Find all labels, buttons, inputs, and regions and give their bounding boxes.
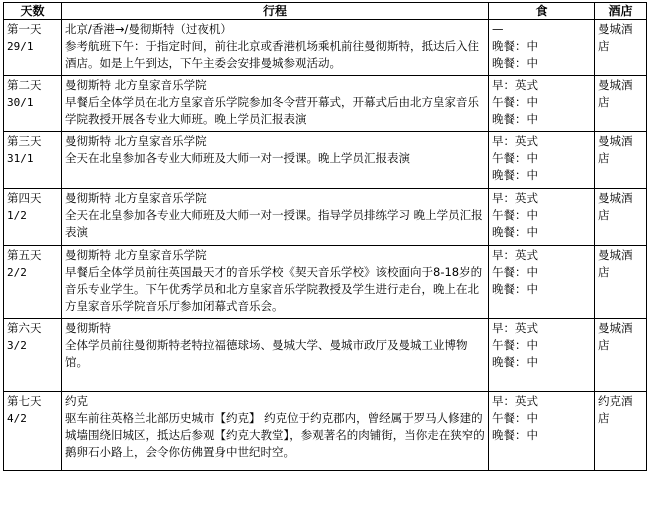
route-text: 约克 [65, 394, 88, 408]
meals-cell [489, 319, 595, 392]
day-cell [4, 76, 62, 132]
meal-breakfast: 早：英式 [492, 134, 538, 148]
description-text: 参考航班下午：于指定时间，前往北京或香港机场乘机前往曼彻斯特，抵达后入住酒店。如是上午到达，下午主委会安排曼城参观活动。 [65, 39, 479, 70]
description-text: 全天在北皇参加各专业大师班及大师一对一授课。指导学员排练学习 晚上学员汇报表演 [65, 208, 483, 239]
hotel-text: 曼城酒店 [598, 134, 633, 165]
meal-dinner: 晚餐：中 [492, 225, 538, 239]
meal-dinner: 晚餐：中 [492, 355, 538, 369]
meal-lunch: 晚餐：中 [492, 39, 538, 53]
header-itinerary: 行程 [62, 3, 489, 20]
table-row [4, 319, 647, 392]
itinerary-cell [62, 319, 489, 392]
day-date: 31/1 [7, 152, 34, 165]
meal-breakfast: 早：英式 [492, 394, 538, 408]
day-name: 第六天 [7, 321, 42, 335]
hotel-cell [595, 76, 647, 132]
meals-cell [489, 76, 595, 132]
meals-cell [489, 20, 595, 76]
day-date: 29/1 [7, 40, 34, 53]
hotel-cell [595, 319, 647, 392]
hotel-cell [595, 132, 647, 189]
table-row [4, 20, 647, 76]
day-cell [4, 246, 62, 319]
meal-dinner: 晚餐：中 [492, 168, 538, 182]
meals-cell [489, 132, 595, 189]
day-date: 4/2 [7, 412, 27, 425]
day-cell [4, 319, 62, 392]
description-text: 全体学员前往曼彻斯特老特拉福德球场、曼城大学、曼城市政厅及曼城工业博物馆。 [65, 338, 468, 369]
hotel-text: 曼城酒店 [598, 321, 633, 352]
description-text: 早餐后全体学员前往英国最天才的音乐学校《契天音乐学校》该校面向于8-18岁的音乐专业学生。下午优秀学员和北方皇家音乐学院教授及学生进行走台，晚上在北方皇家音乐学院音乐厅参加闭幕式音乐会。 [65, 265, 483, 313]
table-row [4, 132, 647, 189]
meal-lunch: 午餐：中 [492, 411, 538, 425]
description-text: 驱车前往英格兰北部历史城市【约克】 约克位于约克郡内，曾经属于罗马人修建的城墙围绕旧城区，抵达后参观【约克大教堂】，参观著名的肉铺街，当你走在狭窄的鹅卵石小路上，会令你仿佛置身中世纪时空。 [65, 411, 485, 459]
meal-dinner: 晚餐：中 [492, 56, 538, 70]
meal-breakfast: 早：英式 [492, 248, 538, 262]
route-text: 曼彻斯特 北方皇家音乐学院 [65, 248, 207, 262]
itinerary-cell [62, 20, 489, 76]
itinerary-cell [62, 246, 489, 319]
day-cell [4, 392, 62, 471]
meal-breakfast: 早：英式 [492, 321, 538, 335]
day-date: 30/1 [7, 96, 34, 109]
day-name: 第二天 [7, 78, 42, 92]
meal-lunch: 午餐：中 [492, 151, 538, 165]
itinerary-cell [62, 392, 489, 471]
meals-cell [489, 189, 595, 246]
meal-lunch: 午餐：中 [492, 95, 538, 109]
table-row [4, 189, 647, 246]
day-name: 第五天 [7, 248, 42, 262]
meals-cell [489, 246, 595, 319]
itinerary-cell [62, 76, 489, 132]
hotel-cell [595, 189, 647, 246]
itinerary-table [3, 2, 647, 471]
day-date: 3/2 [7, 339, 27, 352]
route-text: 曼彻斯特 [65, 321, 111, 335]
meals-cell [489, 392, 595, 471]
day-name: 第三天 [7, 134, 42, 148]
meal-breakfast: 早：英式 [492, 191, 538, 205]
day-name: 第四天 [7, 191, 42, 205]
table-row [4, 246, 647, 319]
header-meals: 食 [489, 3, 595, 20]
route-text: 曼彻斯特 北方皇家音乐学院 [65, 78, 207, 92]
meal-lunch: 午餐：中 [492, 208, 538, 222]
itinerary-cell [62, 189, 489, 246]
day-date: 1/2 [7, 209, 27, 222]
header-day: 天数 [4, 3, 62, 20]
route-text: 北京/香港→/曼彻斯特（过夜机） [65, 22, 232, 36]
meal-breakfast: 早：英式 [492, 78, 538, 92]
hotel-text: 曼城酒店 [598, 78, 633, 109]
hotel-cell [595, 20, 647, 76]
header-hotel: 酒店 [595, 3, 647, 20]
table-row [4, 76, 647, 132]
day-cell [4, 20, 62, 76]
meal-dinner: 晚餐：中 [492, 112, 538, 126]
day-cell [4, 132, 62, 189]
day-cell [4, 189, 62, 246]
hotel-text: 曼城酒店 [598, 248, 633, 279]
meal-dinner: 晚餐：中 [492, 428, 538, 442]
description-text: 全天在北皇参加各专业大师班及大师一对一授课。晚上学员汇报表演 [65, 151, 410, 165]
hotel-text: 约克酒店 [598, 394, 633, 425]
meal-breakfast: — [492, 22, 504, 36]
meal-dinner: 晚餐：中 [492, 282, 538, 296]
hotel-text: 曼城酒店 [598, 191, 633, 222]
route-text: 曼彻斯特 北方皇家音乐学院 [65, 134, 207, 148]
meal-lunch: 午餐：中 [492, 338, 538, 352]
itinerary-cell [62, 132, 489, 189]
day-name: 第一天 [7, 22, 42, 36]
hotel-cell [595, 246, 647, 319]
route-text: 曼彻斯特 北方皇家音乐学院 [65, 191, 207, 205]
description-text: 早餐后全体学员在北方皇家音乐学院参加冬令营开幕式，开幕式后由北方皇家音乐学院教授开展各专业大师班。晚上学员汇报表演 [65, 95, 479, 126]
meal-lunch: 午餐：中 [492, 265, 538, 279]
hotel-text: 曼城酒店 [598, 22, 633, 53]
hotel-cell [595, 392, 647, 471]
header-row [4, 3, 647, 20]
day-name: 第七天 [7, 394, 42, 408]
day-date: 2/2 [7, 266, 27, 279]
table-row [4, 392, 647, 471]
